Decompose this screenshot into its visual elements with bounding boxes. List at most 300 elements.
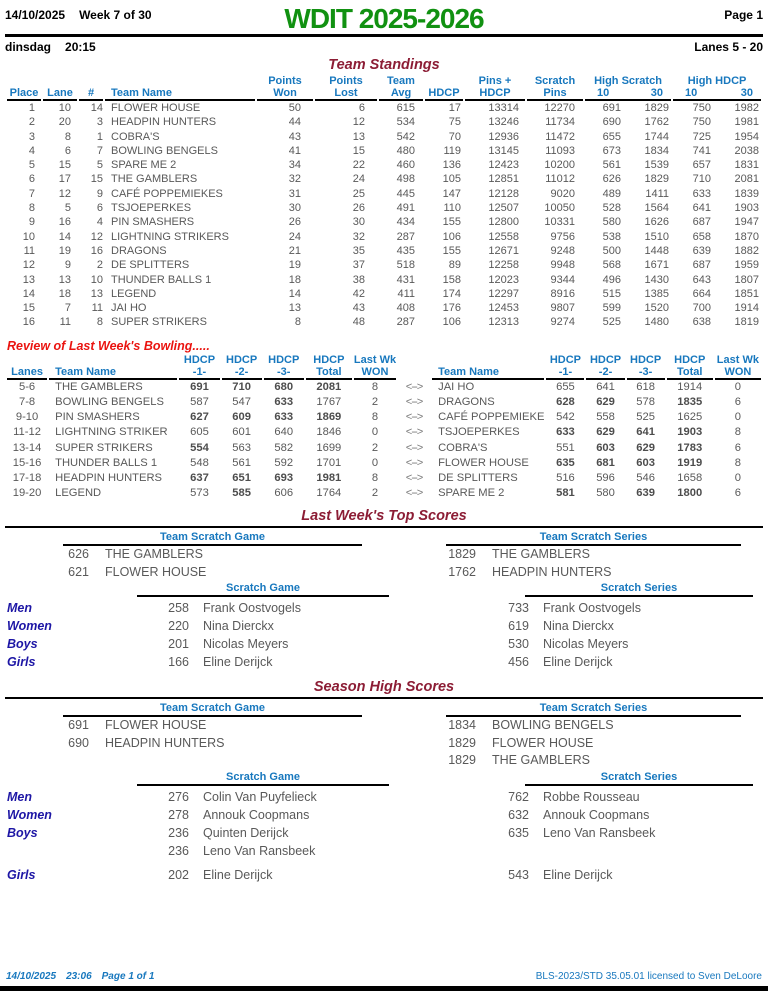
pins-hdcp-cell: 12800 — [488, 216, 519, 229]
individual-score-row — [5, 806, 763, 824]
points-lost-cell: 26 — [352, 202, 365, 215]
right-won-cell: 8 — [734, 456, 742, 469]
team-score-row — [5, 564, 384, 582]
left-team-cell: THE GAMBLERS — [55, 380, 143, 393]
col-30: 30 — [650, 87, 664, 99]
place-cell: 10 — [22, 230, 35, 243]
high-scratch-30-cell: 1626 — [644, 216, 670, 229]
individual-score-row — [5, 788, 763, 806]
right-game2-cell: 629 — [596, 395, 615, 408]
pins-hdcp-cell: 12936 — [488, 130, 519, 143]
points-lost-cell: 12 — [352, 116, 365, 129]
standings-row — [7, 215, 761, 229]
standings-row — [7, 230, 761, 244]
high-scratch-30-cell: 1510 — [644, 230, 670, 243]
points-lost-cell: 25 — [352, 187, 365, 200]
team-avg-cell: 411 — [397, 287, 415, 300]
high-scratch-10-cell: 496 — [602, 273, 621, 286]
high-scratch-30-cell: 1539 — [644, 159, 670, 172]
lane-cell: 11 — [59, 316, 71, 329]
right-total-cell: 1835 — [677, 395, 703, 408]
team-score-name: HEADPIN HUNTERS — [105, 735, 225, 750]
scratch-game-player: Nicolas Meyers — [203, 637, 289, 652]
col-lost: Lost — [315, 87, 377, 101]
place-cell: 2 — [28, 116, 35, 129]
individual-scores-list — [5, 788, 763, 884]
col-hdcp3-top: HDCP — [268, 353, 300, 366]
team-number-cell: 9 — [96, 187, 103, 200]
report-footer — [6, 971, 762, 982]
team-score-name: BOWLING BENGELS — [492, 718, 614, 733]
points-won-cell: 26 — [288, 216, 301, 229]
scratch-game-player: Nina Dierckx — [203, 619, 274, 634]
left-game2-cell: 563 — [232, 441, 251, 454]
category-label: Boys — [7, 637, 38, 652]
versus-arrow: <--> — [405, 487, 423, 500]
hdcp-cell: 119 — [443, 144, 461, 157]
scratch-game-player: Eline Derijck — [203, 655, 273, 670]
pins-hdcp-cell: 12671 — [488, 244, 519, 257]
scratch-game-value: 276 — [168, 789, 189, 804]
team-avg-cell: 491 — [396, 202, 415, 215]
right-team-cell: TSJOEPERKES — [438, 426, 520, 439]
team-avg-cell: 434 — [396, 216, 415, 229]
right-team-cell: SPARE ME 2 — [438, 487, 505, 500]
matchup-row — [7, 395, 761, 410]
right-game3-cell: 618 — [636, 380, 655, 393]
points-won-cell: 44 — [288, 116, 301, 129]
right-team-cell: CAFÉ POPPEMIEKE — [438, 411, 545, 424]
last-week-top-scores-section — [5, 508, 763, 671]
col-points-won-top: Points — [268, 75, 302, 87]
lane-cell: 18 — [58, 287, 71, 300]
left-total-cell: 2081 — [316, 380, 342, 393]
col-hdcp-total-top: HDCP — [313, 353, 345, 366]
high-scratch-30-cell: 1829 — [644, 102, 670, 114]
right-total-cell: 1919 — [677, 456, 703, 469]
pins-hdcp-cell: 13145 — [488, 144, 519, 157]
right-won-cell: 6 — [734, 441, 742, 454]
team-avg-cell: 287 — [396, 230, 415, 243]
team-score-value: 1829 — [448, 753, 476, 768]
scratch-series-value: 619 — [508, 619, 529, 634]
col-pins-plus-top: Pins + — [478, 75, 512, 87]
right-total-cell: 1800 — [677, 487, 703, 500]
points-lost-cell: 35 — [352, 244, 365, 257]
team-avg-cell: 435 — [396, 244, 415, 257]
team-name-cell: HEADPIN HUNTERS — [111, 116, 217, 129]
right-game1-cell: 551 — [556, 441, 575, 454]
col-won: Won — [257, 87, 313, 101]
col-game1: -1- — [546, 366, 584, 380]
high-scratch-10-cell: 691 — [602, 102, 621, 114]
col-lanes: Lanes — [7, 366, 47, 380]
high-scratch-10-cell: 561 — [602, 159, 621, 172]
scratch-pins-cell: 9948 — [550, 259, 575, 272]
team-number-cell: 11 — [91, 302, 103, 315]
individual-subheaders — [5, 771, 763, 786]
lanes-cell: 13-14 — [12, 441, 42, 454]
team-avg-cell: 518 — [396, 259, 415, 272]
team-score-name: THE GAMBLERS — [492, 547, 590, 562]
season-heading: Season High Scores — [313, 679, 455, 696]
place-cell: 12 — [22, 259, 35, 272]
footer-page: Page 1 of 1 — [101, 971, 155, 982]
team-score-row — [5, 717, 384, 735]
standings-row — [7, 172, 761, 186]
report-header — [5, 5, 763, 33]
high-hdcp-10-cell: 664 — [692, 287, 712, 300]
bottom-border — [0, 986, 768, 991]
scratch-series-player: Robbe Rousseau — [543, 789, 640, 804]
team-number-cell: 1 — [96, 130, 103, 143]
standings-body — [7, 101, 761, 330]
right-total-cell: 1783 — [677, 441, 703, 454]
scratch-pins-cell: 8916 — [550, 287, 575, 300]
scratch-pins-cell: 11472 — [545, 130, 575, 143]
points-won-cell: 13 — [288, 302, 301, 315]
team-name-cell: COBRA'S — [111, 130, 160, 143]
high-scratch-30-cell: 1564 — [644, 202, 670, 215]
high-scratch-30-cell: 1762 — [644, 116, 670, 129]
high-hdcp-10-cell: 700 — [692, 302, 712, 315]
standings-header — [7, 75, 761, 101]
high-hdcp-10-cell: 750 — [692, 102, 712, 114]
lanes-cell: 5-6 — [18, 380, 36, 393]
hdcp-cell: 174 — [442, 287, 461, 300]
points-won-cell: 14 — [288, 287, 301, 300]
standings-row — [7, 101, 761, 115]
high-scratch-10-cell: 673 — [602, 144, 621, 157]
col-scratch-top: Scratch — [534, 75, 576, 87]
right-game1-cell: 635 — [556, 456, 575, 469]
team-number-cell: 5 — [96, 159, 103, 172]
scratch-series-player: Frank Oostvogels — [543, 601, 641, 616]
team-score-value: 621 — [68, 564, 89, 579]
right-game1-cell: 633 — [556, 426, 575, 439]
right-game1-cell: 542 — [556, 411, 575, 424]
league-title: WDIT 2025-2026 — [284, 3, 484, 34]
scratch-pins-cell: 9020 — [550, 187, 575, 200]
team-score-row — [384, 735, 763, 753]
lane-cell: 9 — [64, 259, 71, 272]
team-score-row — [5, 735, 384, 753]
matchup-row — [7, 380, 761, 395]
right-won-cell: 0 — [734, 471, 742, 484]
lane-cell: 5 — [64, 202, 71, 215]
col-game2: -2- — [222, 366, 262, 380]
pins-hdcp-cell: 12851 — [488, 173, 519, 186]
scratch-series-value: 635 — [508, 825, 529, 840]
scratch-pins-cell: 10050 — [544, 202, 575, 215]
high-hdcp-10-cell: 643 — [692, 273, 712, 286]
category-label: Girls — [7, 655, 36, 670]
team-scratch-game-column — [5, 702, 384, 770]
col-lane: Lane — [43, 87, 77, 101]
team-scratch-series-header: Team Scratch Series — [446, 702, 741, 717]
matchup-row — [7, 471, 761, 486]
team-number-cell: 16 — [90, 244, 103, 257]
lane-cell: 6 — [64, 144, 71, 157]
high-scratch-10-cell: 500 — [602, 244, 621, 257]
high-scratch-30-cell: 1744 — [644, 130, 670, 143]
high-scratch-10-cell: 515 — [602, 287, 621, 300]
standings-row — [7, 315, 761, 329]
hdcp-cell: 105 — [442, 173, 461, 186]
col-10: 10 — [597, 87, 610, 99]
standings-row — [7, 144, 761, 158]
team-avg-cell: 460 — [396, 159, 415, 172]
lane-cell: 12 — [58, 187, 71, 200]
lanes-cell: 11-12 — [13, 426, 41, 439]
col-team-avg-top: Team — [387, 75, 415, 87]
place-cell: 7 — [28, 187, 35, 200]
high-hdcp-30-cell: 1903 — [734, 202, 760, 215]
header-rule — [5, 34, 763, 37]
pins-hdcp-cell: 13246 — [488, 116, 519, 129]
points-won-cell: 19 — [288, 259, 301, 272]
col-lastwk-top: Last Wk — [716, 353, 759, 366]
right-game3-cell: 603 — [636, 456, 655, 469]
versus-arrow: <--> — [405, 411, 423, 424]
scratch-series-value: 632 — [508, 807, 529, 822]
team-score-value: 1762 — [448, 564, 476, 579]
individual-score-row — [5, 653, 763, 671]
team-score-row — [384, 546, 763, 564]
team-name-cell: TSJOEPERKES — [111, 202, 192, 215]
team-number-cell: 10 — [90, 273, 103, 286]
left-game1-cell: 691 — [190, 380, 209, 393]
standings-row — [7, 273, 761, 287]
team-number-cell: 6 — [96, 202, 103, 215]
lane-cell: 7 — [64, 302, 71, 315]
individual-score-row — [5, 599, 763, 617]
pins-hdcp-cell: 12423 — [488, 159, 519, 172]
high-hdcp-10-cell: 741 — [692, 144, 712, 157]
scratch-series-header: Scratch Series — [525, 582, 753, 597]
team-score-value: 1829 — [448, 735, 476, 750]
category-label: Women — [7, 807, 52, 822]
high-scratch-10-cell: 489 — [602, 187, 621, 200]
team-scratch-game-header: Team Scratch Game — [63, 702, 362, 717]
right-team-cell: COBRA'S — [438, 441, 488, 454]
high-hdcp-30-cell: 1819 — [734, 316, 760, 329]
points-lost-cell: 42 — [352, 287, 365, 300]
place-cell: 14 — [22, 287, 35, 300]
place-cell: 1 — [28, 102, 35, 114]
points-won-cell: 34 — [288, 159, 301, 172]
col-hdcp1-top: HDCP — [183, 353, 216, 366]
right-won-cell: 0 — [734, 411, 742, 424]
review-table — [5, 354, 763, 502]
hdcp-cell: 158 — [442, 273, 461, 286]
week-label: Week 7 of 30 — [79, 8, 152, 22]
team-avg-cell: 542 — [396, 130, 415, 143]
col-high-scratch-10-30 — [585, 87, 671, 101]
points-won-cell: 41 — [288, 144, 301, 157]
section-rule — [5, 697, 763, 699]
lanes-cell: 17-18 — [12, 471, 42, 484]
right-won-cell: 8 — [734, 426, 742, 439]
right-game2-cell: 641 — [596, 380, 615, 393]
points-won-cell: 18 — [288, 273, 301, 286]
high-hdcp-30-cell: 1882 — [734, 244, 760, 257]
team-name-cell: DE SPLITTERS — [111, 259, 190, 272]
scratch-series-value: 456 — [508, 655, 529, 670]
scratch-series-player: Annouk Coopmans — [543, 807, 650, 822]
time-label: 20:15 — [65, 40, 96, 54]
points-won-cell: 32 — [288, 173, 301, 186]
col-team-name: Team Name — [105, 87, 255, 101]
right-total-cell: 1658 — [677, 471, 703, 484]
right-won-cell: 0 — [734, 380, 742, 393]
left-team-cell: LEGEND — [55, 487, 102, 500]
points-lost-cell: 24 — [352, 173, 365, 186]
scratch-game-value: 166 — [168, 655, 189, 670]
high-hdcp-30-cell: 1947 — [734, 216, 760, 229]
high-scratch-10-cell: 599 — [602, 302, 621, 315]
points-lost-cell: 43 — [352, 302, 365, 315]
lanes-cell: 9-10 — [15, 411, 39, 424]
team-number-cell: 15 — [90, 173, 103, 186]
place-cell: 3 — [28, 130, 35, 143]
category-label: Men — [7, 789, 32, 804]
scratch-series-header: Scratch Series — [525, 771, 753, 786]
place-cell: 16 — [22, 316, 35, 329]
left-game3-cell: 693 — [274, 471, 294, 484]
scratch-game-value: 236 — [168, 843, 189, 858]
standings-row — [7, 244, 761, 258]
high-hdcp-30-cell: 1831 — [734, 159, 760, 172]
points-won-cell: 8 — [294, 316, 301, 329]
scratch-game-value: 236 — [168, 825, 189, 840]
col-avg: Avg — [379, 87, 423, 101]
left-game2-cell: 585 — [232, 487, 251, 500]
left-game3-cell: 640 — [274, 426, 294, 439]
place-cell: 9 — [28, 216, 35, 229]
high-hdcp-10-cell: 725 — [692, 130, 712, 143]
high-hdcp-30-cell: 1914 — [734, 302, 760, 315]
scratch-game-player: Quinten Derijck — [203, 825, 289, 840]
team-score-row — [384, 564, 763, 582]
left-total-cell: 1701 — [316, 456, 342, 469]
category-label — [5, 842, 139, 860]
lane-cell: 13 — [58, 273, 71, 286]
high-hdcp-10-cell: 687 — [692, 216, 712, 229]
team-scratch-series-list — [384, 546, 763, 581]
high-scratch-10-cell: 655 — [602, 130, 621, 143]
team-score-row — [5, 546, 384, 564]
team-scratch-game-list — [5, 717, 384, 752]
individual-score-row — [5, 824, 763, 842]
left-team-cell: LIGHTNING STRIKER — [55, 426, 168, 439]
high-hdcp-10-cell: 687 — [692, 259, 712, 272]
team-number-cell: 12 — [90, 230, 103, 243]
section-rule — [5, 526, 763, 528]
versus-arrow: <--> — [405, 471, 423, 484]
right-game2-cell: 580 — [596, 487, 615, 500]
scratch-series-player — [529, 842, 543, 860]
left-game3-cell: 592 — [274, 456, 294, 469]
scratch-game-value: 202 — [168, 867, 189, 882]
review-heading: Review of Last Week's Bowling..... — [7, 338, 210, 353]
high-scratch-30-cell: 1671 — [644, 259, 670, 272]
high-scratch-10-cell: 538 — [602, 230, 621, 243]
team-score-name: FLOWER HOUSE — [492, 735, 594, 750]
versus-arrow: <--> — [405, 456, 423, 469]
team-name-cell: FLOWER HOUSE — [111, 102, 201, 114]
high-hdcp-30-cell: 1851 — [734, 287, 760, 300]
points-lost-cell: 13 — [352, 130, 365, 143]
high-hdcp-30-cell: 1807 — [734, 273, 760, 286]
individual-scores-list — [5, 599, 763, 671]
report-date: 14/10/2025 — [5, 8, 66, 22]
left-won-cell: 0 — [371, 456, 379, 469]
team-name-cell: PIN SMASHERS — [111, 216, 195, 229]
left-won-cell: 2 — [371, 441, 379, 454]
team-name-cell: THUNDER BALLS 1 — [111, 273, 212, 286]
team-score-row — [384, 717, 763, 735]
pins-hdcp-cell: 12128 — [488, 187, 519, 200]
standings-row — [7, 130, 761, 144]
individual-subheaders — [5, 582, 763, 597]
standings-row — [7, 158, 761, 172]
pins-hdcp-cell: 12558 — [488, 230, 519, 243]
team-avg-cell: 498 — [396, 173, 415, 186]
matchup-row — [7, 410, 761, 425]
right-game1-cell: 516 — [556, 471, 575, 484]
left-won-cell: 8 — [371, 471, 379, 484]
team-score-row — [384, 752, 763, 770]
scratch-game-value: 278 — [168, 807, 189, 822]
high-hdcp-30-cell: 2081 — [734, 173, 760, 186]
right-game2-cell: 681 — [596, 456, 615, 469]
pins-hdcp-cell: 12258 — [488, 259, 519, 272]
left-game2-cell: 710 — [232, 380, 251, 393]
last-week-heading: Last Week's Top Scores — [301, 508, 467, 525]
lanes-range: Lanes 5 - 20 — [694, 40, 763, 54]
high-scratch-10-cell: 580 — [602, 216, 621, 229]
right-total-cell: 1903 — [677, 426, 703, 439]
standings-row — [7, 115, 761, 129]
individual-score-row — [5, 635, 763, 653]
high-hdcp-30-cell: 1982 — [734, 102, 760, 114]
scratch-game-player: Colin Van Puyfelieck — [203, 789, 317, 804]
subheader-row — [5, 40, 763, 54]
pins-hdcp-cell: 12297 — [488, 287, 519, 300]
high-scratch-10-cell: 690 — [602, 116, 621, 129]
col-won: WON — [354, 366, 396, 380]
lanes-cell: 7-8 — [18, 395, 36, 408]
lane-cell: 8 — [64, 130, 71, 143]
left-game3-cell: 582 — [274, 441, 294, 454]
col-hdcp2-top: HDCP — [226, 353, 258, 366]
place-cell: 15 — [22, 302, 35, 315]
col-team-name: Team Name — [432, 366, 544, 380]
individual-score-row — [5, 866, 763, 884]
matchup-row — [7, 425, 761, 440]
points-won-cell: 43 — [288, 130, 301, 143]
col-game3: -3- — [264, 366, 304, 380]
matchup-row — [7, 441, 761, 456]
footer-time: 23:06 — [66, 971, 92, 982]
left-total-cell: 1699 — [316, 441, 342, 454]
left-team-cell: THUNDER BALLS 1 — [55, 456, 158, 469]
scratch-series-player: Leno Van Ransbeek — [543, 825, 656, 840]
scratch-series-value: 530 — [508, 637, 529, 652]
team-score-name: FLOWER HOUSE — [105, 718, 207, 733]
pins-hdcp-cell: 12453 — [488, 302, 519, 315]
